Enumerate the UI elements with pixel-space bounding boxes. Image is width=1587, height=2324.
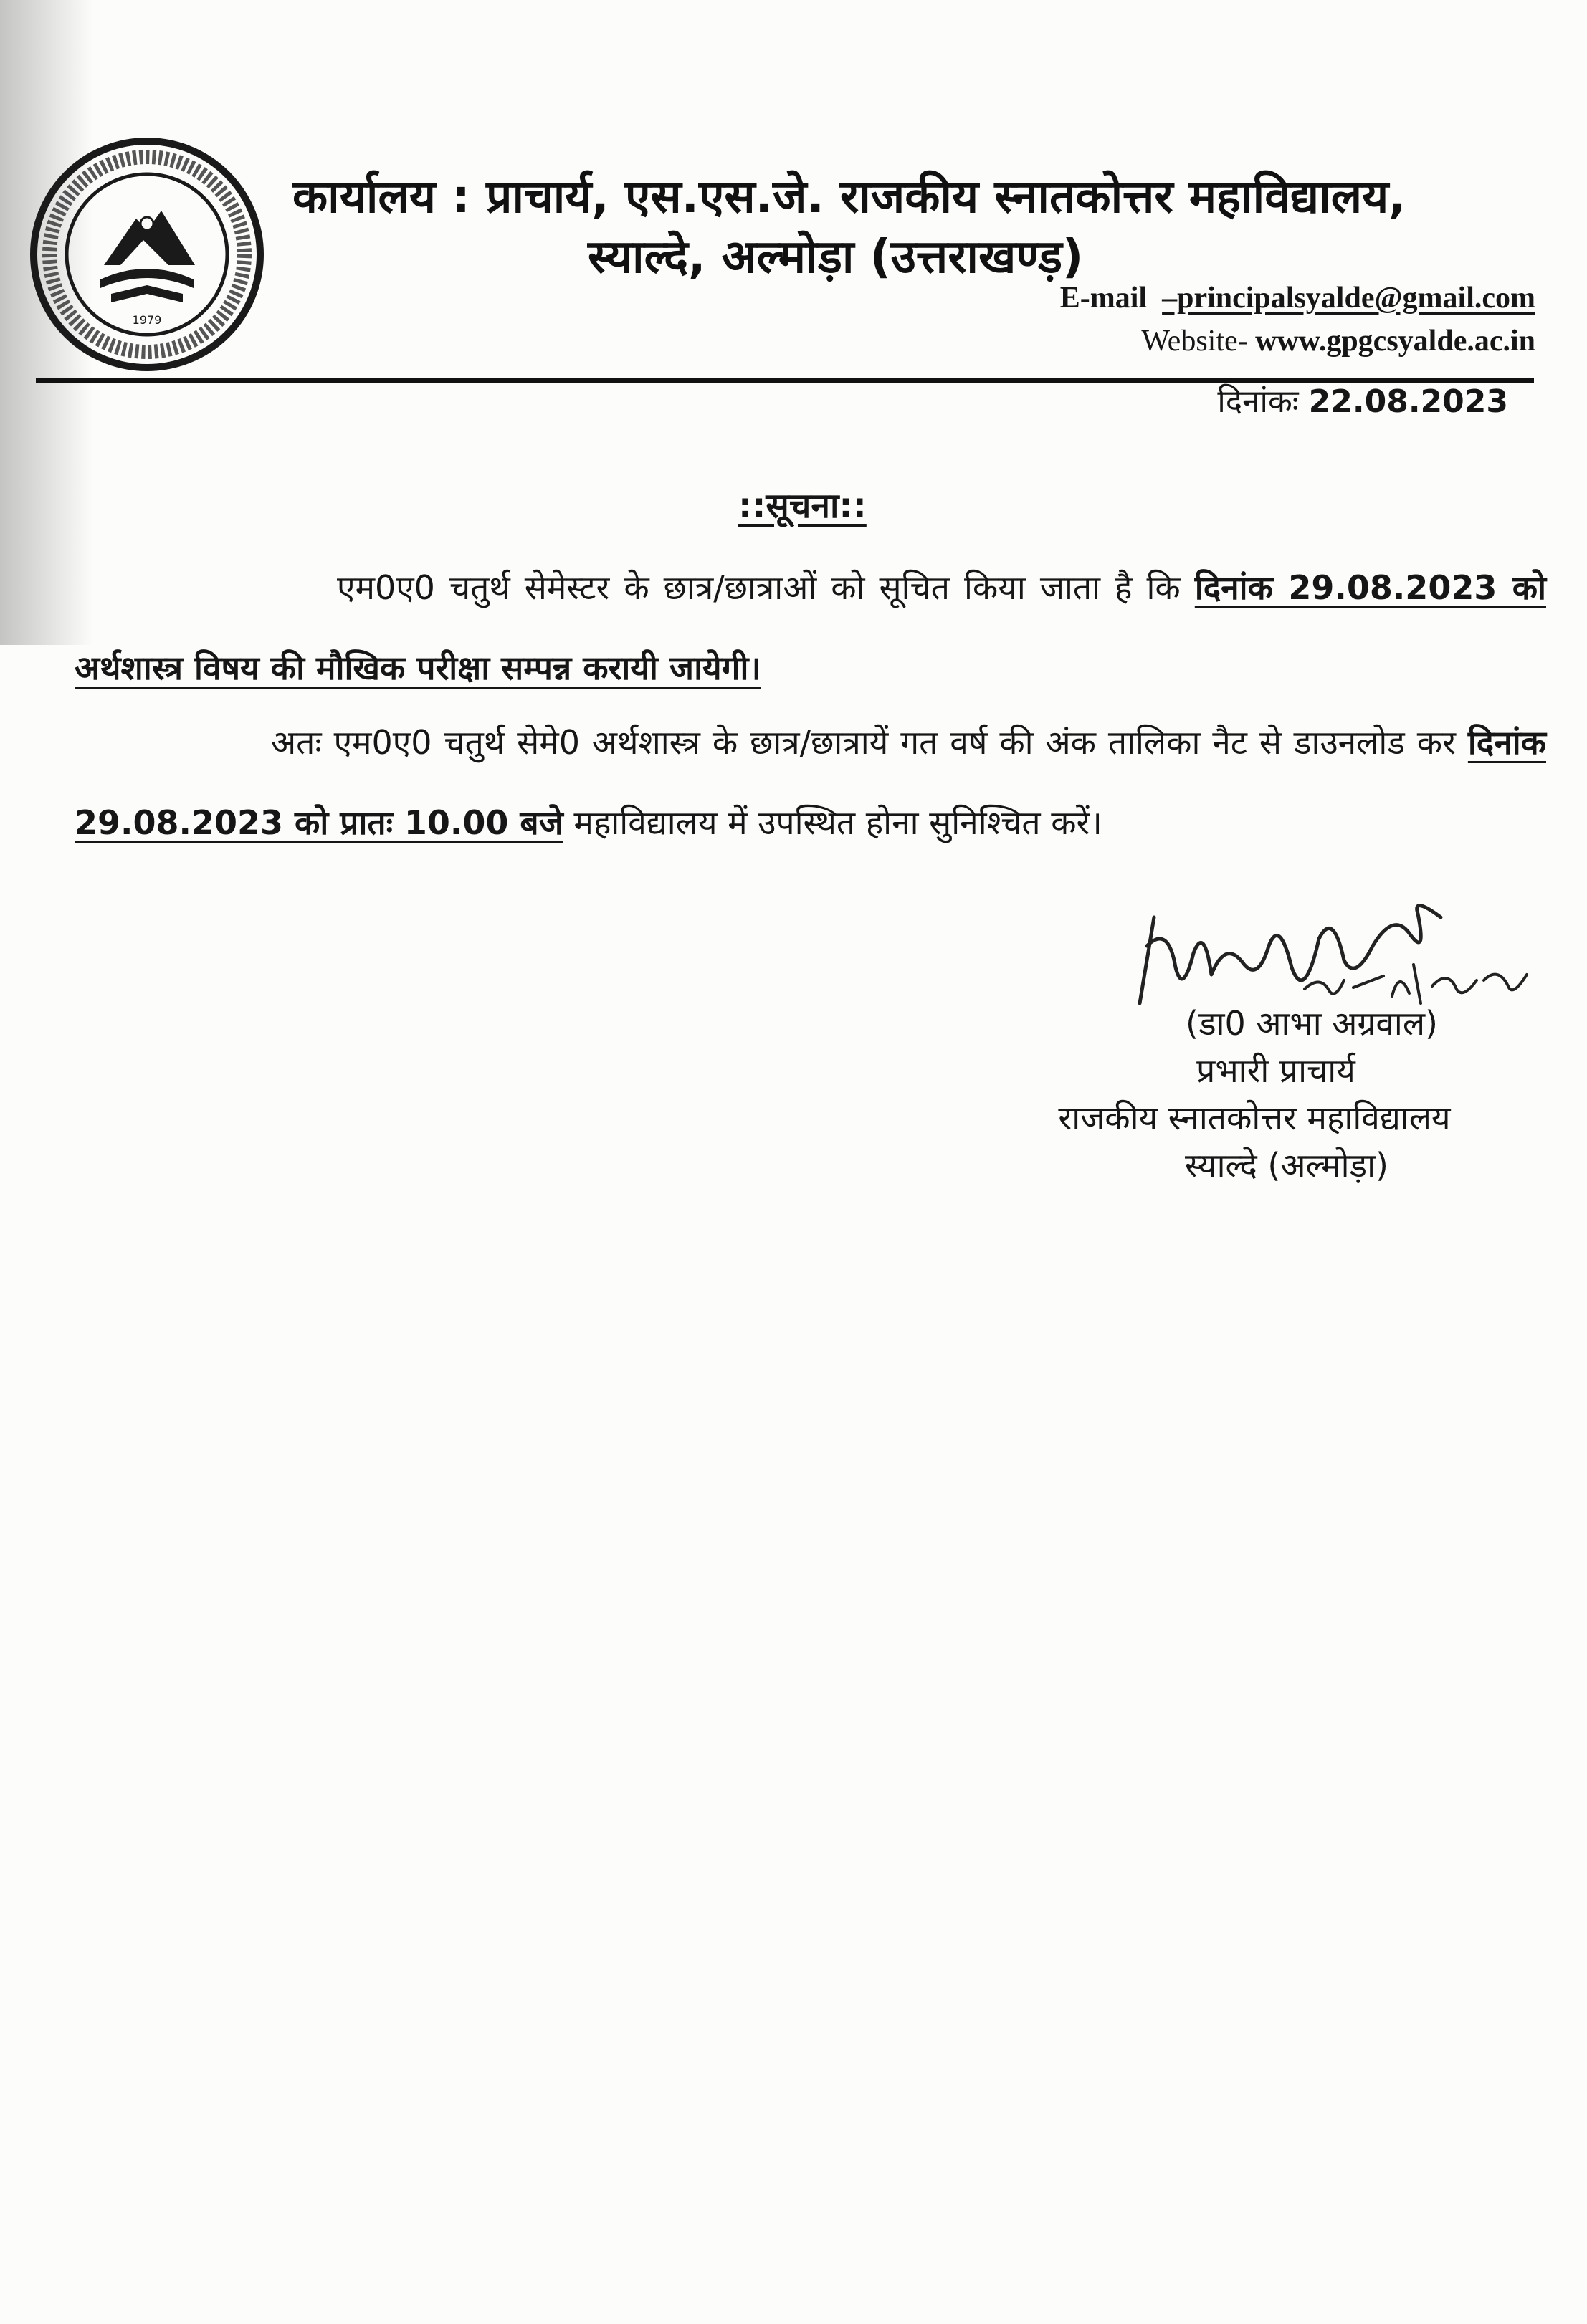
reporting-time-highlight: दिनांक 29.08.2023 को प्रातः 10.00 बजे: [75, 723, 1546, 842]
email-label: E-mail: [1059, 282, 1148, 315]
paragraph-2-closing: महाविद्यालय में उपस्थित होना सुनिश्चित करें।: [563, 803, 1102, 842]
website-row: [1141, 324, 1535, 358]
signatory-place: स्याल्दे (अल्मोड़ा): [1185, 1146, 1388, 1185]
paragraph-1-text: एम0ए0 चतुर्थ सेमेस्टर के छात्र/छात्राओं को सूचित किया जाता है कि: [337, 568, 1195, 607]
college-seal-icon: [29, 136, 265, 373]
exam-date-highlight: दिनांक 29.08.2023 को अर्थशास्त्र विषय की मौखिक परीक्षा सम्पन्न करायी जायेगी।: [75, 568, 1546, 687]
seal-year: 1979: [132, 313, 162, 327]
website-label: Website-: [1141, 325, 1248, 358]
signatory-designation: प्रभारी प्राचार्य: [1196, 1051, 1355, 1090]
signatory-name: (डा0 आभा अग्रवाल): [1186, 1004, 1438, 1043]
signature-block: [975, 1000, 1534, 1189]
paragraph-2-text: अतः एम0ए0 चतुर्थ सेमे0 अर्थशास्त्र के छात्र/छात्रायें गत वर्ष की अंक तालिका नैट से डाउनलोड कर: [271, 723, 1468, 762]
notice-title: ::सूचना::: [738, 486, 867, 526]
office-location: स्याल्दे, अल्मोड़ा (उत्तराखण्ड़): [588, 231, 1084, 284]
signatory-college: राजकीय स्नातकोत्तर महाविद्यालय: [1058, 1099, 1451, 1137]
email-row: [1060, 281, 1535, 315]
date-label: दिनांकः: [1217, 383, 1299, 420]
notice-paragraph-1: [75, 547, 1546, 708]
website-link[interactable]: www.gpgcsyalde.ac.in: [1255, 325, 1535, 358]
notice-paragraph-2: [75, 702, 1546, 863]
office-title: कार्यालय : प्राचार्य, एस.एस.जे. राजकीय स्नातकोत्तर महाविद्यालय,: [292, 171, 1406, 224]
email-link[interactable]: –principalsyalde@gmail.com: [1162, 282, 1535, 315]
date-value: 22.08.2023: [1308, 383, 1508, 420]
date-row: [1217, 378, 1508, 421]
